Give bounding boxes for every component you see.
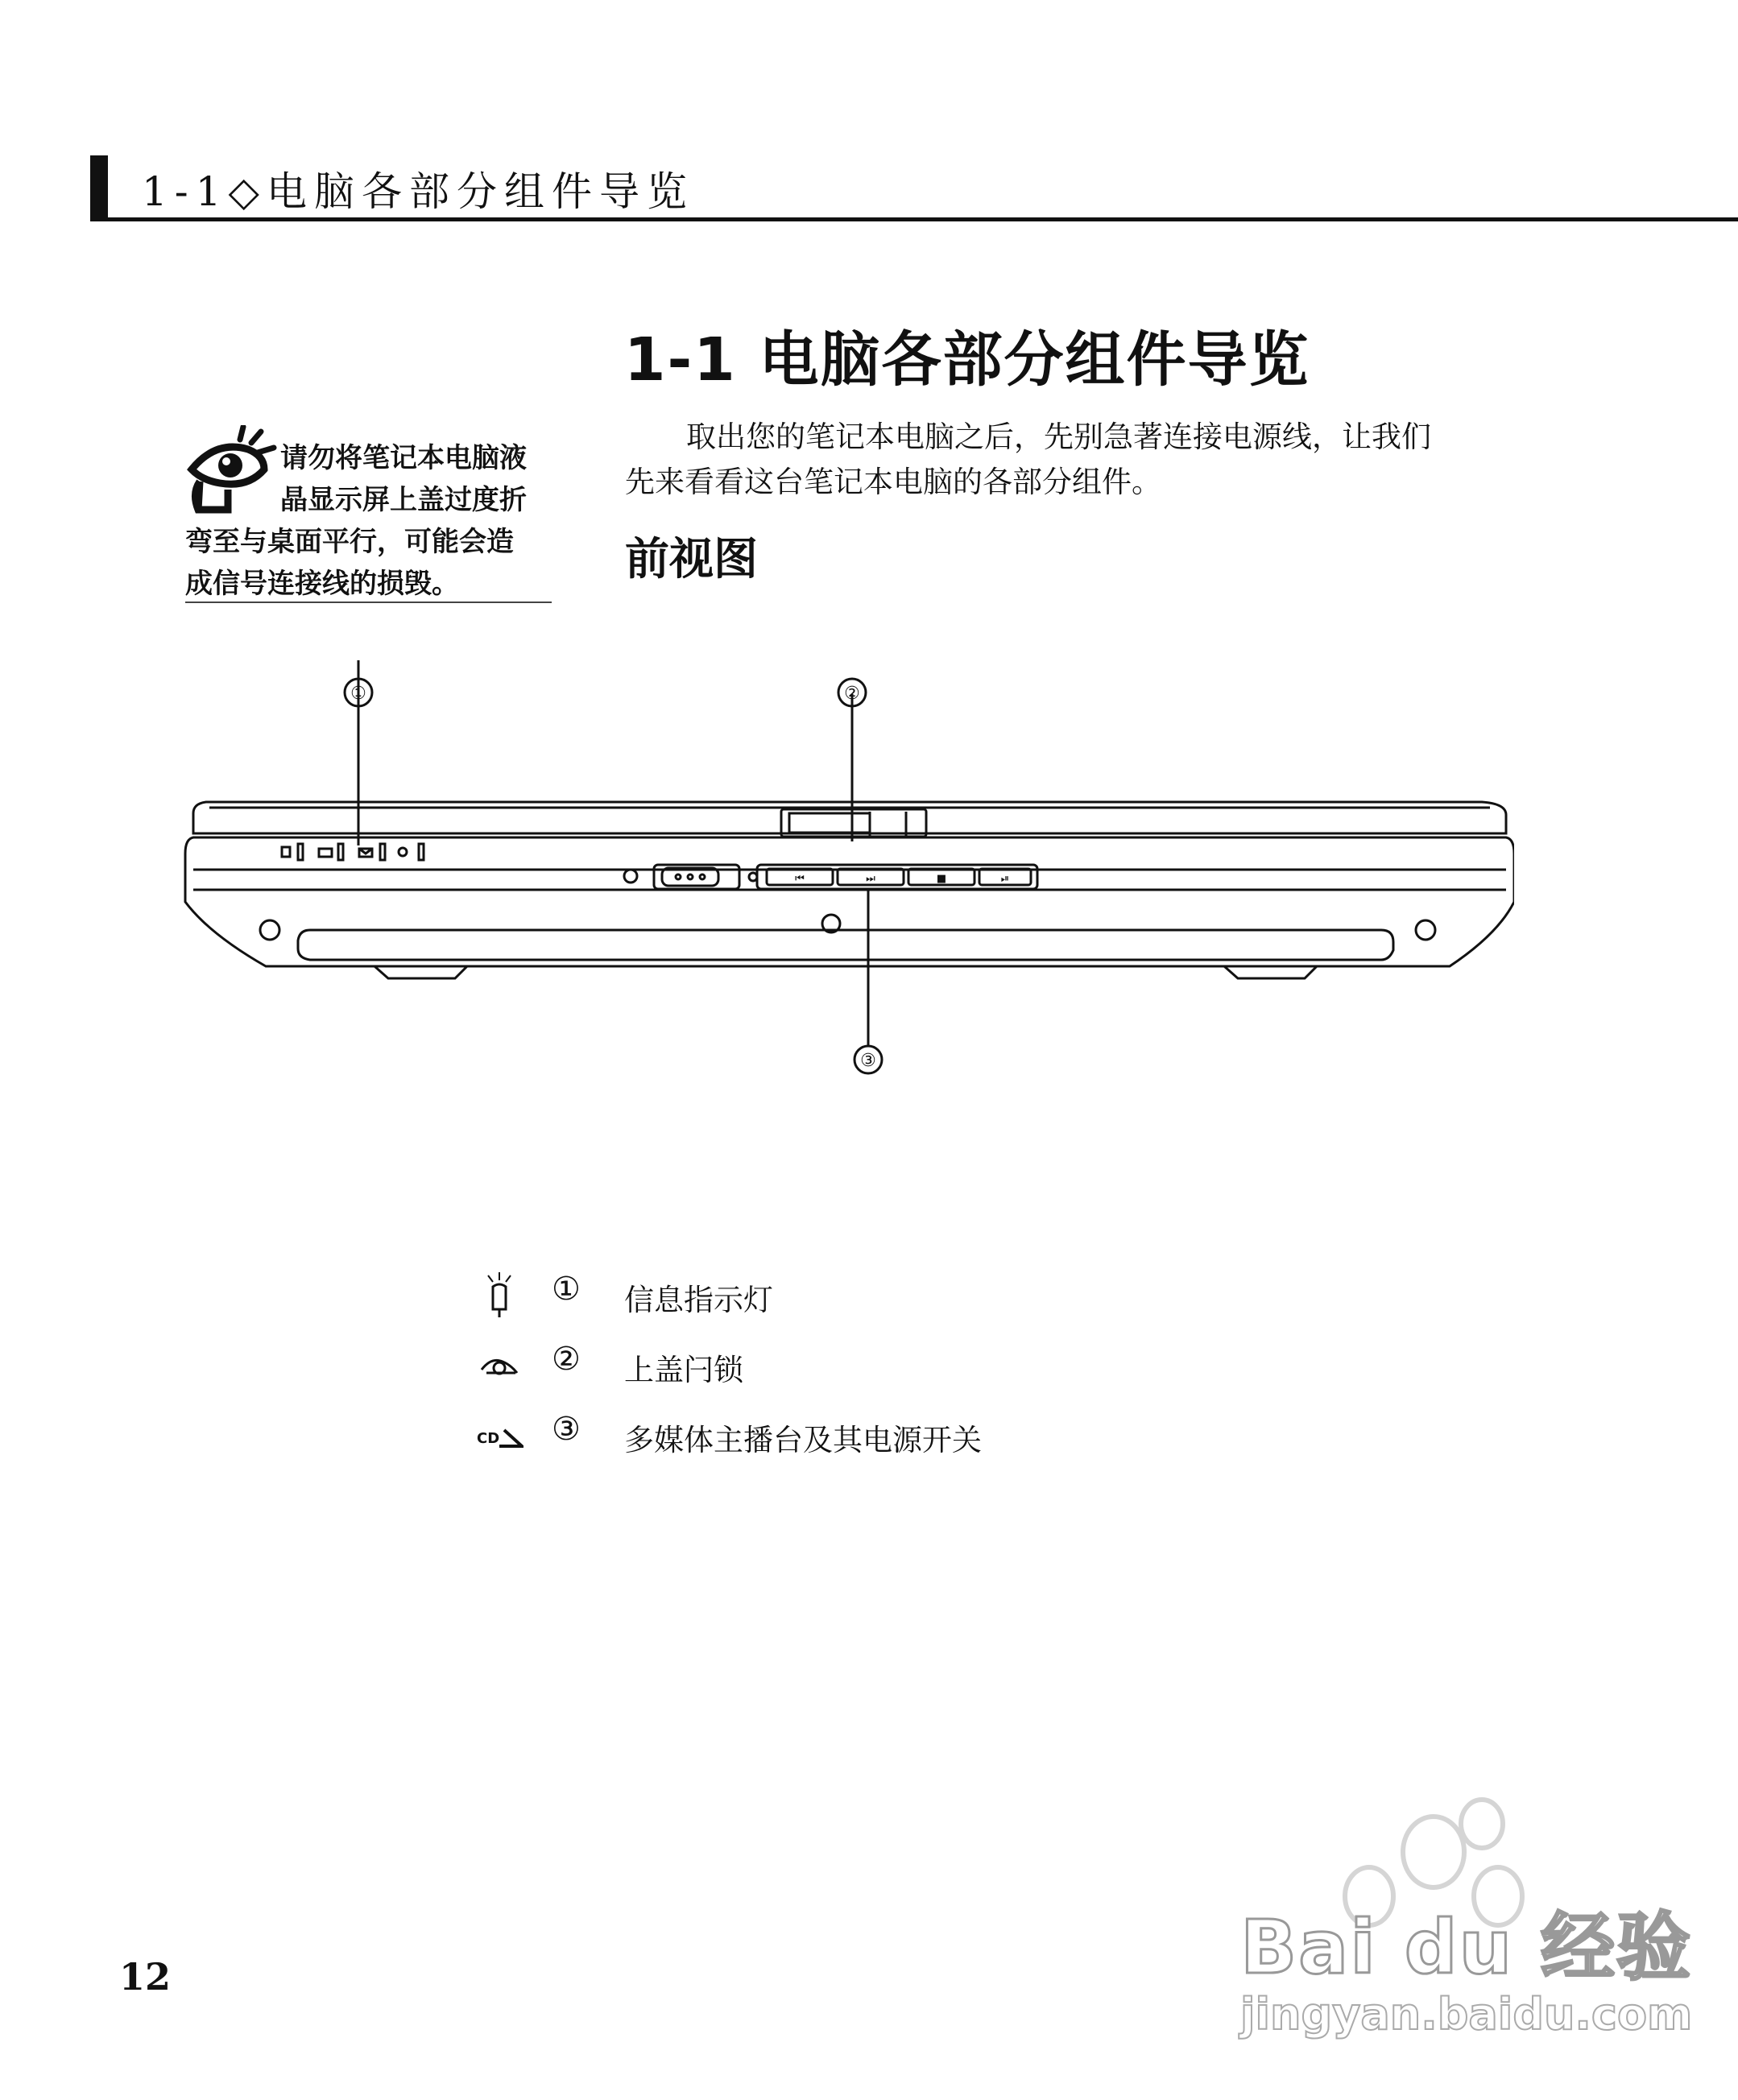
legend-number: ② xyxy=(552,1341,581,1378)
legend-item-latch xyxy=(475,1341,1200,1392)
note-line-3: 弯至与桌面平行，可能会造 xyxy=(185,526,514,558)
legend-number: ③ xyxy=(552,1411,581,1448)
svg-text:⏮: ⏮ xyxy=(795,873,805,885)
header-bar xyxy=(90,155,108,221)
led-indicator-icon xyxy=(475,1271,523,1319)
intro-paragraph xyxy=(625,415,1535,505)
cd-power-icon xyxy=(475,1411,523,1459)
watermark-brand: Bai du 经验 xyxy=(1240,1904,1693,1990)
legend-item-media xyxy=(475,1411,1200,1462)
svg-text:⏭: ⏭ xyxy=(866,873,875,885)
watermark-url: jingyan.baidu.com xyxy=(1240,1989,1693,2040)
svg-text:CD: CD xyxy=(477,1430,500,1447)
legend-label: 上盖闩锁 xyxy=(624,1353,743,1387)
legend-label: 信息指示灯 xyxy=(624,1283,773,1317)
led-indicators xyxy=(282,844,424,860)
callout-2: ② xyxy=(844,684,860,704)
intro-line-2: 先来看看这台笔记本电脑的各部分组件。 xyxy=(625,465,1161,499)
page-title: 1-1 电脑各部分组件导览 xyxy=(624,325,1310,395)
svg-text:⏯: ⏯ xyxy=(1000,873,1010,885)
legend-item-led xyxy=(475,1271,1200,1322)
legend-label: 多媒体主播台及其电源开关 xyxy=(624,1423,982,1457)
caution-note xyxy=(185,437,552,605)
note-line-1: 请勿将笔记本电脑液 xyxy=(280,442,527,474)
subheading-front-view: 前视图 xyxy=(625,532,759,585)
running-header: 1-1◇电脑各部分组件导览 xyxy=(142,168,694,215)
callout-3: ③ xyxy=(860,1051,876,1071)
page-number: 12 xyxy=(119,1955,172,1999)
legend-number: ① xyxy=(552,1271,581,1308)
intro-line-1: 取出您的笔记本电脑之后，先别急著连接电源线，让我们 xyxy=(686,420,1431,454)
lid-latch-icon xyxy=(475,1341,523,1389)
laptop-front-view-figure xyxy=(177,660,1514,1079)
note-line-4: 成信号连接线的损毁。 xyxy=(185,568,459,600)
header-rule xyxy=(90,217,1738,221)
svg-text:■: ■ xyxy=(936,873,947,885)
callout-1: ① xyxy=(350,684,366,704)
note-line-2: 晶显示屏上盖过度折 xyxy=(280,484,527,516)
note-divider xyxy=(185,601,552,603)
